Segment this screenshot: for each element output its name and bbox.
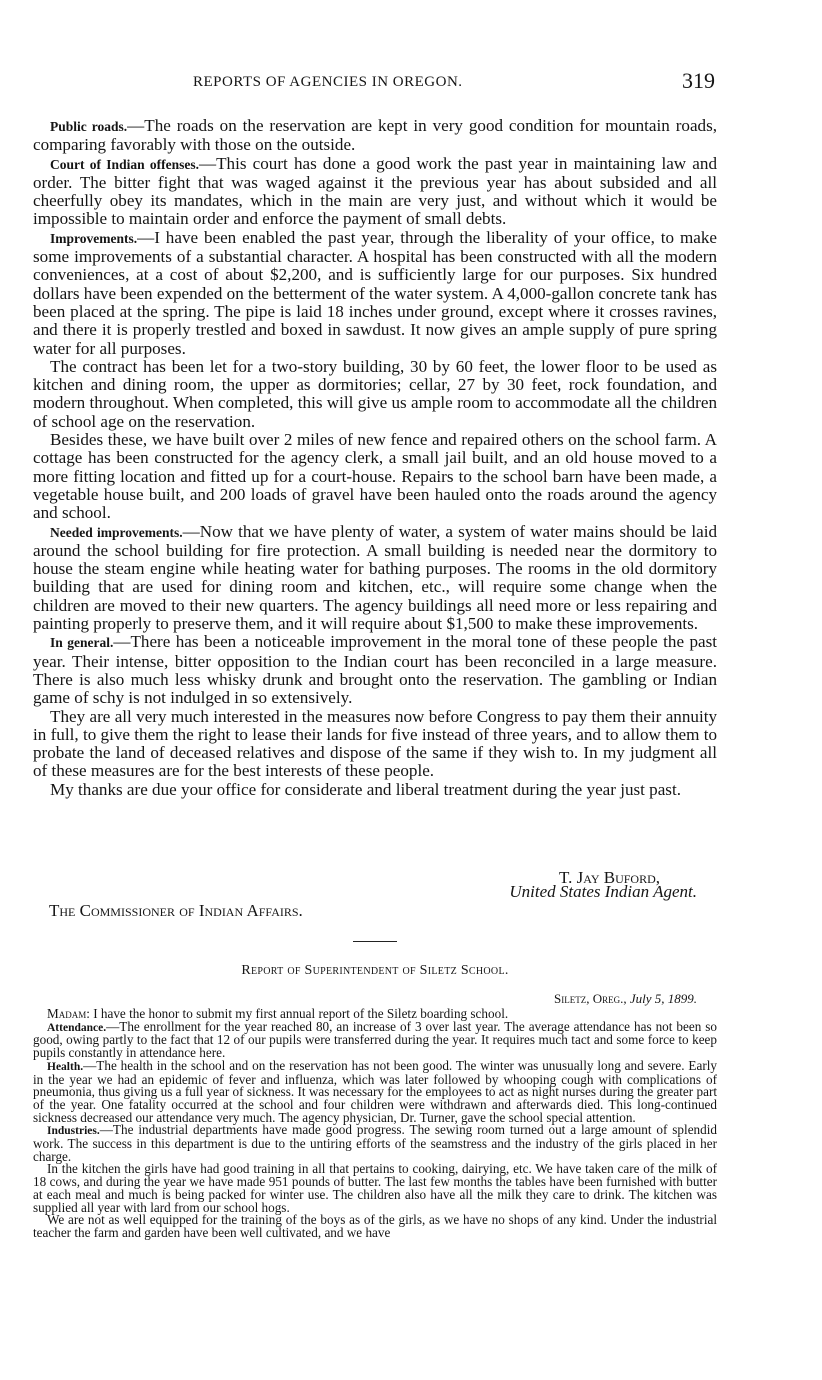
paragraph-boys	[33, 1214, 717, 1239]
paragraph-text: —There has been a noticeable improvement in the moral tone of these people the past year. Their intense, bitter opposition to the Indian court has been reconciled in a large measure. There is also much less whisky drunk and brought onto the reservation. The gambling or Indian game of schy is not indulged in so extensively.	[33, 632, 717, 708]
signer-name: T. Jay Buford,	[559, 868, 660, 887]
school-report-body	[33, 1008, 717, 1240]
paragraph-text: Besides these, we have built over 2 miles of new fence and repaired others on the school farm. A cottage has been constructed for the agency clerk, a small jail built, and an old house moved to a more fitting location and fitted up for a court-house. Repairs to the school barn have been made, a vegetable house built, and 200 loads of gravel have been hauled onto the roads around the agency and school.	[33, 430, 717, 523]
paragraph-text: We are not as well equipped for the training of the boys as of the girls, as we have no shops of any kind. Under the industrial teacher the farm and garden have been well cultivated, and we have	[33, 1212, 717, 1240]
paragraph-text: —Now that we have plenty of water, a system of water mains should be laid around the school building for fire protection. A small building is needed near the dormitory to house the steam engine while heating water for bathing purposes. The rooms in the old dormitory building that are used for dining room and kitchen, etc., will require some change when the children are moved to their new quarters. The agency buildings all need more or less repairing and painting properly to preserve them, and it will require about $1,500 to make these improvements.	[33, 521, 717, 634]
paragraph-needed-improvements	[33, 523, 717, 634]
dateline	[554, 991, 697, 1007]
section-divider	[353, 941, 397, 942]
paragraph-text: —The enrollment for the year reached 80, an increase of 3 over last year. The average attendance has not been so good, owing partly to the fact that 12 of our pupils were transferred during the year. It requires much tact and some force to keep pupils constantly in attendance here.	[33, 1018, 717, 1061]
paragraph-text: —The industrial departments have made good progress. The sewing room turned out a large amount of splendid work. The success in this department is due to the untiring efforts of the seamstress and the industry of the girls placed in her charge.	[33, 1122, 717, 1164]
paragraph-improvements	[33, 229, 717, 358]
paragraph-text: They are all very much interested in the measures now before Congress to pay them their annuity in full, to give them the right to lease their lands for five instead of three years, and to allow them to probate the land of deceased relatives and dispose of the same if they wish to. In my judgment all of these measures are for the best interests of these people.	[33, 706, 717, 781]
paragraph-text: I have the honor to submit my first annual report of the Siletz boarding school.	[93, 1006, 509, 1021]
page-number: 319	[682, 68, 715, 93]
dateline-place: Siletz, Oreg.,	[553, 991, 627, 1006]
paragraph-text: In the kitchen the girls have had good training in all that pertains to cooking, dairying, etc. We have taken care of the milk of 18 cows, and during the year we have made 951 pounds of butter. The last few months the tables have been furnished with butter at each meal and much is being packed for winter use. The children also have all the milk they care to drink. The kitchen was supplied all year with lard from our school hogs.	[33, 1161, 717, 1215]
agency-report-body	[33, 117, 717, 799]
paragraph-text: The contract has been let for a two-story building, 30 by 60 feet, the lower floor to be used as kitchen and dining room, the upper as dormitories; cellar, 27 by 30 feet, rock foundation, and modern throughout. When completed, this will give us ample room to accommodate all the children of school age on the reservation.	[33, 356, 717, 431]
paragraph-besides	[33, 431, 717, 522]
paragraph-thanks	[33, 781, 717, 799]
paragraph-congress	[33, 708, 717, 781]
paragraph-heading: Court of Indian offenses.	[50, 156, 199, 172]
salutation: Madam:	[47, 1006, 90, 1021]
paragraph-heading: Health.	[47, 1060, 84, 1073]
paragraph-health	[33, 1057, 717, 1125]
paragraph-text: —The health in the school and on the reservation has not been good. The winter was unusually long and severe. Early in the year we had an epidemic of fever and influenza, which was later followed by whooping cough with complications of pneumonia, thus giving us a full year of sickness. It was necessary for the employees to act as night nurses during the greater part of the year. One fatality occurred at the school and four children were withdrawn and afterwards died. This long-continued sickness decreased our attendance very much. The agency physician, Dr. Turner, gave the school special attention.	[33, 1057, 717, 1125]
running-title: REPORTS OF AGENCIES IN OREGON.	[193, 74, 463, 90]
paragraph-public-roads	[33, 117, 717, 155]
running-header	[33, 68, 717, 94]
paragraph-text: —The roads on the reservation are kept in very good condition for mountain roads, comparing favorably with those on the outside.	[33, 116, 718, 155]
paragraph-heading: In general.	[50, 635, 114, 651]
paragraph-heading: Public roads.	[50, 119, 128, 134]
paragraph-industries	[33, 1124, 717, 1163]
paragraph-attendance	[33, 1018, 717, 1061]
paragraph-text: —This court has done a good work the past year in maintaining law and order. The bitter fight that was waged against it the previous year has about subsided and all cheerfully obey its mandates, which in the main are very just, and without which it would be impossible to maintain order and enforce the payment of small debts.	[33, 153, 717, 229]
paragraph-contract	[33, 358, 717, 431]
paragraph-heading: Improvements.	[50, 230, 138, 246]
paragraph-kitchen	[33, 1163, 717, 1214]
paragraph-heading: Attendance.	[47, 1021, 107, 1034]
paragraph-text: —I have been enabled the past year, through the liberality of your office, to make some improvements of a substantial character. A hospital has been constructed with all the modern conveniences, at a cost of about $2,200, and is sufficiently large for our purposes. Six hundred dollars have been expended on the betterment of the water system. A 4,000-gallon concrete tank has been placed at the spring. The pipe is laid 18 inches under ground, except where it crosses ravines, and there it is properly trestled and boxed in sawdust. It now gives an ample supply of pure spring water for all purposes.	[33, 227, 717, 358]
paragraph-court	[33, 155, 717, 229]
paragraph-text: My thanks are due your office for considerate and liberal treatment during the year just past.	[50, 779, 681, 799]
addressee: The Commissioner of Indian Affairs.	[49, 901, 303, 920]
signer-title: United States Indian Agent.	[509, 882, 697, 901]
report-title: Report of Superintendent of Siletz School.	[241, 963, 509, 978]
paragraph-in-general	[33, 633, 717, 707]
paragraph-heading: Needed improvements.	[50, 524, 183, 540]
paragraph-heading: Industries.	[47, 1125, 100, 1138]
dateline-date: July 5, 1899.	[629, 991, 697, 1006]
